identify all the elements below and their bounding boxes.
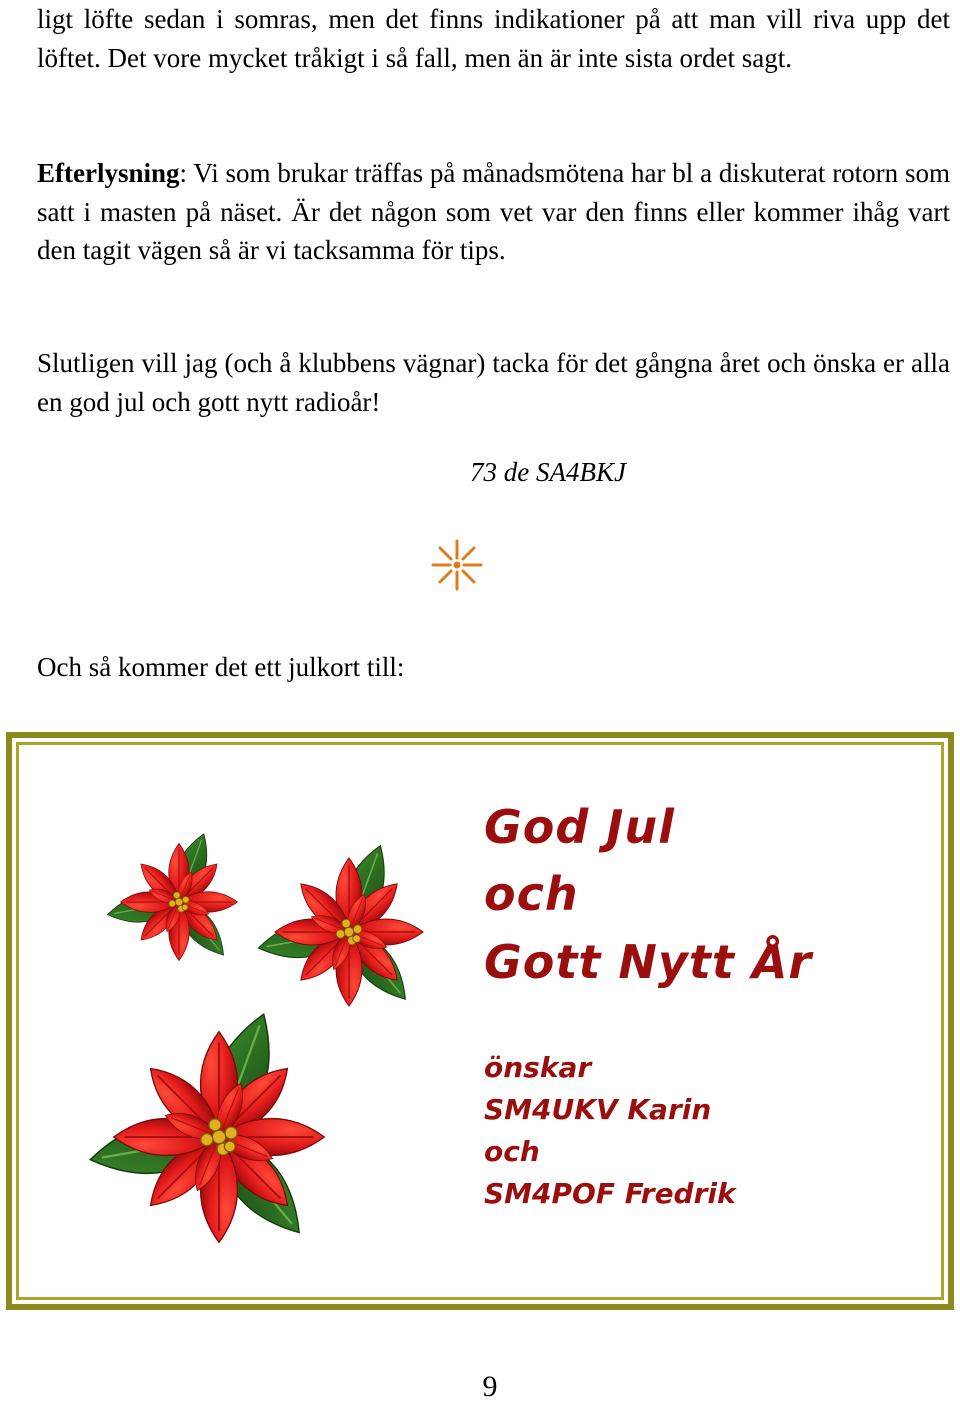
paragraph-2: [37, 154, 950, 270]
card-sender-line-2: SM4UKV Karin: [484, 1093, 712, 1126]
card-sender-line-4: SM4POF Fredrik: [484, 1177, 736, 1210]
card-sender-line-3: och: [484, 1135, 540, 1168]
card-face: [19, 745, 941, 1297]
poinsettia-flowers-image: [39, 807, 469, 1307]
christmas-card: [6, 732, 954, 1310]
asterisk-star-icon: [430, 538, 484, 592]
paragraph-1: [37, 0, 950, 77]
paragraph-2-text: : Vi som brukar träffas på månadsmötena har bl a diskuterat rotorn som satt i masten på näset. Är det någon som vet var den finns eller kommer ihåg vart den tagit vägen så är vi tacksamma för tips.: [37, 158, 950, 265]
card-greeting-line-3: Gott Nytt År: [484, 935, 813, 989]
card-sender-line-1: önskar: [484, 1051, 592, 1084]
paragraph-1-text: ligt löfte sedan i somras, men det finns indikationer på att man vill riva upp det löftet. Det vore mycket tråkigt i så fall, men än är inte sista ordet sagt.: [37, 4, 950, 73]
paragraph-3-text: Slutligen vill jag (och å klubbens vägnar) tacka för det gångna året och önska er alla en god jul och gott nytt radioår!: [37, 348, 950, 417]
card-lead-in: Och så kommer det ett julkort till:: [37, 652, 405, 682]
card-greeting-line-1: God Jul: [484, 800, 675, 854]
paragraph-3: [37, 344, 950, 421]
card-greeting-line-2: och: [484, 867, 579, 921]
wanted-label: Efterlysning: [37, 158, 180, 188]
page-number: 9: [482, 1370, 498, 1403]
signature: 73 de SA4BKJ: [470, 457, 626, 487]
